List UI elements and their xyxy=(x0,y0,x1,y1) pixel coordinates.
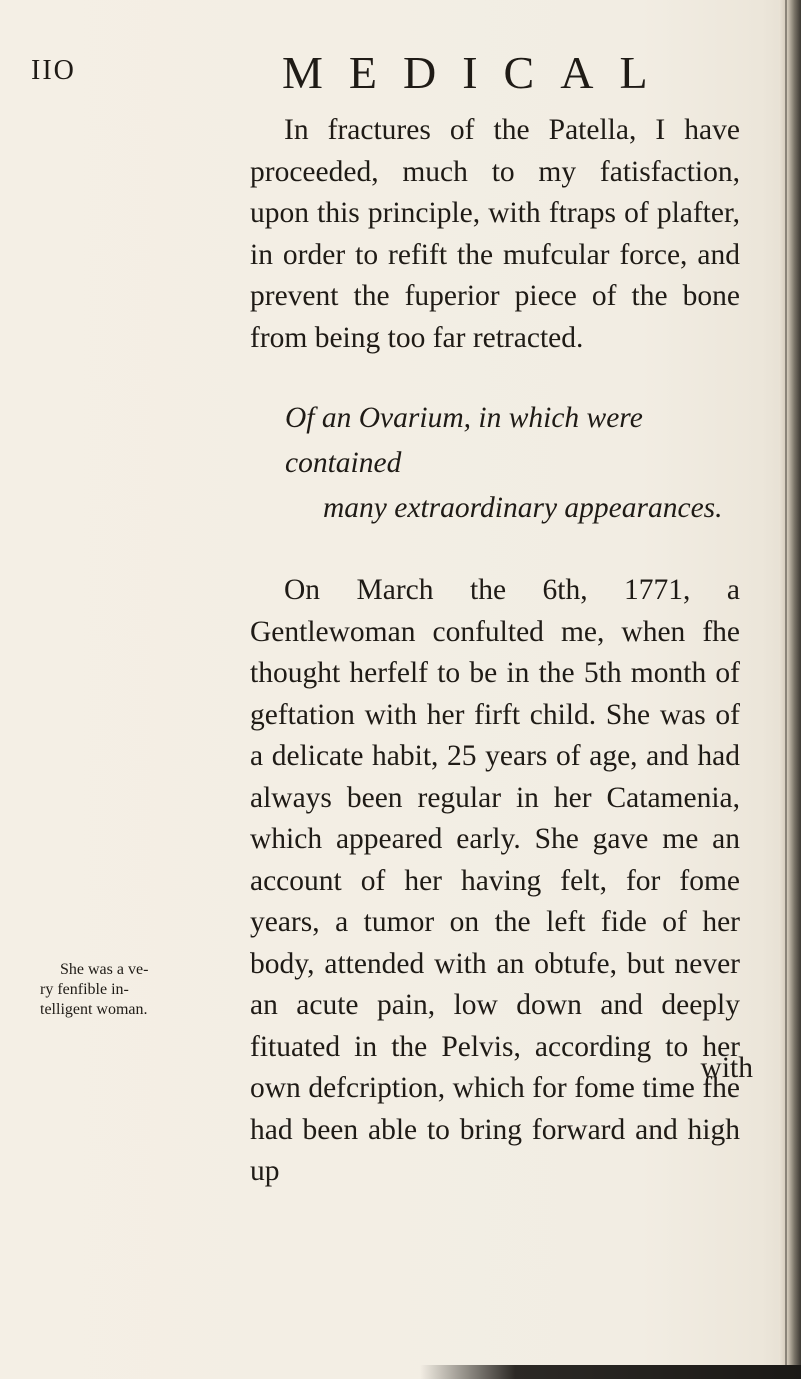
section-heading xyxy=(285,396,755,531)
paragraph-patella: In fractures of the Patella, I have proceeded, much to my fatisfaction, upon this principle, with ftraps of plafter, in order to refift the mufcular force, and prevent the fuperior piece of the bone from being too far retracted. xyxy=(250,114,740,354)
page-binding-edge xyxy=(779,0,801,1379)
page-number: IIO xyxy=(31,55,76,86)
paragraph-case-history: On March the 6th, 1771, a Gentlewoman confulted me, when fhe thought herfelf to be in the 5th month of geftation with her firft child. She was of a delicate habit, 25 years of age, and had always been regular in her Catamenia, which appeared early. She gave me an account of her having felt, for fome years, a tumor on the left fide of her body, attended with an obtufe, but never an acute pain, low down and deeply fituated in the Pelvis, according to her own defcription, which for fome time fhe had been able to bring forward and high up xyxy=(250,574,740,1187)
section-heading-line-2: many extraordinary appearances. xyxy=(323,492,723,524)
margin-note-line-2: ry fenfible in- xyxy=(40,981,129,998)
section-heading-line-1: Of an Ovarium, in which were contained xyxy=(285,402,643,479)
catchword: with xyxy=(700,1052,753,1084)
margin-note xyxy=(40,960,245,1020)
running-head: MEDICAL xyxy=(282,47,674,98)
page-bottom-shadow xyxy=(420,1365,801,1379)
margin-note-line-3: telligent woman. xyxy=(40,1001,148,1018)
margin-note-line-1: She was a ve- xyxy=(60,961,149,978)
